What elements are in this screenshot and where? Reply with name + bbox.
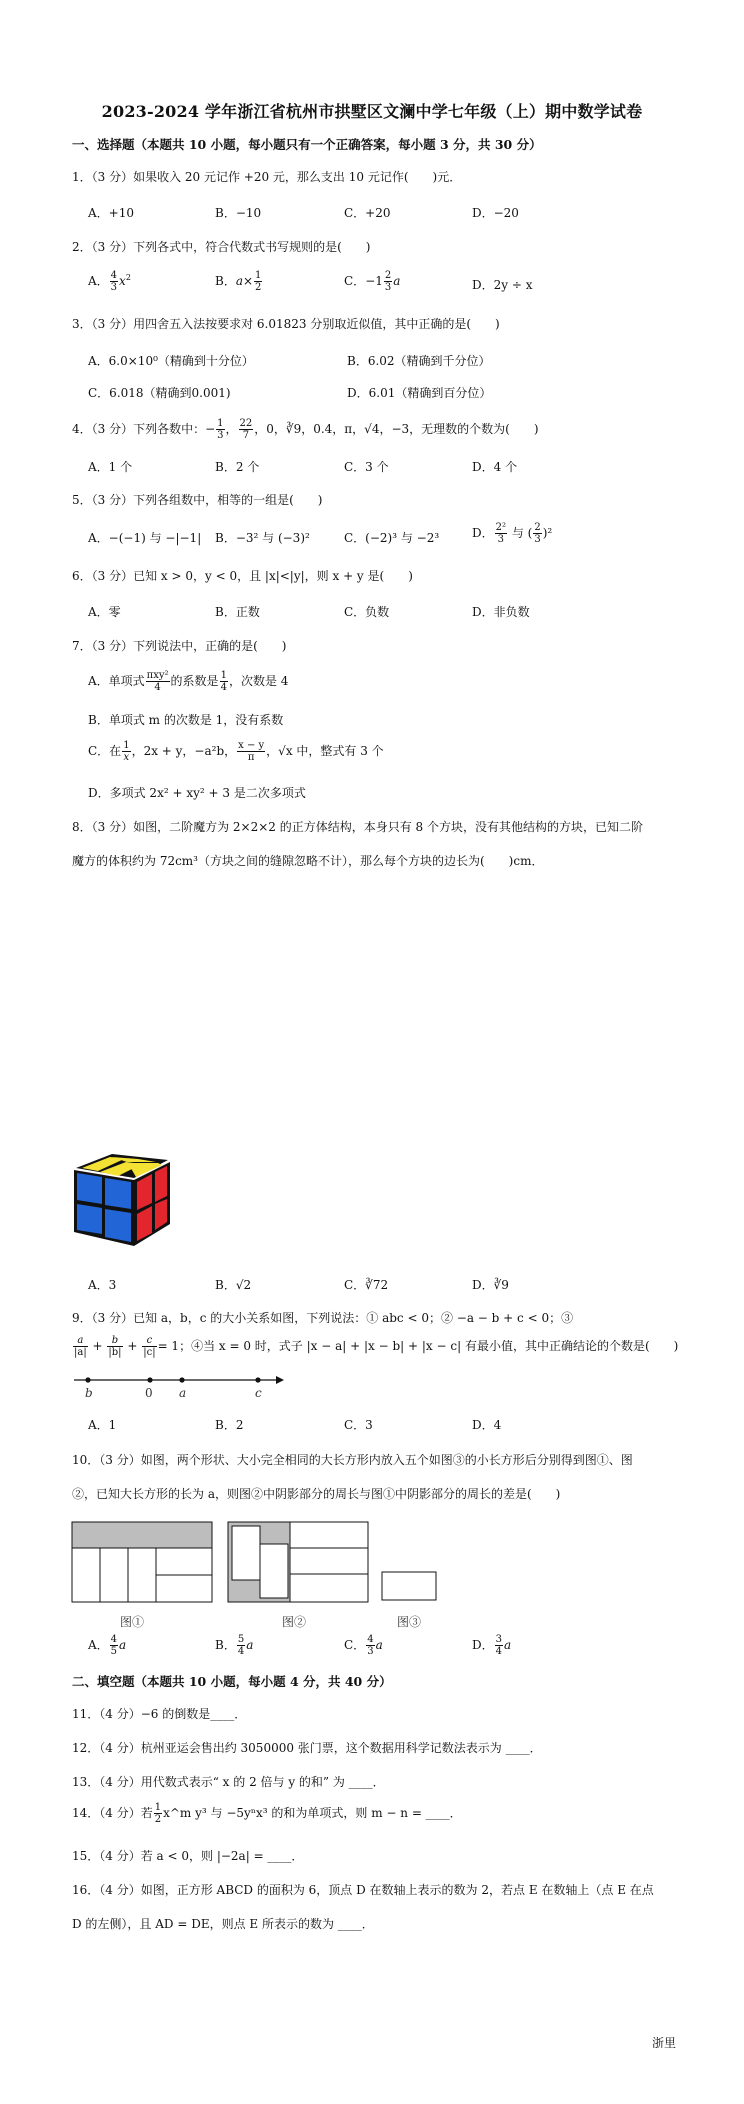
- q4-option-b[interactable]: B．2 个: [215, 460, 260, 474]
- q4-option-a[interactable]: A．1 个: [88, 460, 133, 474]
- section-1-heading: 一、选择题（本题共 10 小题，每小题只有一个正确答案，每小题 3 分，共 30 分）: [72, 137, 542, 152]
- q7-option-a[interactable]: A．单项式 $\frac{\text{πxy²}}{4}$ 的系数是 $\frac{1}{4}$ ，次数是 4: [88, 670, 289, 693]
- page-footer: 浙里: [652, 2036, 677, 2050]
- q8-option-d[interactable]: D．∛9: [472, 1278, 509, 1292]
- q3-option-d[interactable]: D．6.01（精确到百分位）: [347, 386, 492, 400]
- q11-stem: 11．（4 分）−6 的倒数是____．: [72, 1707, 247, 1721]
- q14-stem: 14．（4 分）若 $\frac{1}{2}$ x^m y³ 与 −5yⁿx³ 的和为单项式，则 m − n = ____．: [72, 1802, 462, 1825]
- q13-stem: 13．（4 分）用代数式表示“ x 的 2 倍与 y 的和” 为 ____．: [72, 1775, 385, 1789]
- q3-stem: 3．（3 分）用四舍五入法按要求对 6.01823 分别取近似值，其中正确的是( ): [72, 317, 500, 331]
- q1-option-c[interactable]: C．+20: [344, 206, 391, 220]
- q3-option-a[interactable]: A．6.0×10⁰（精确到十分位）: [88, 354, 254, 368]
- q2-option-a[interactable]: A． $\frac{4}{3}$ $x^2$: [88, 270, 131, 293]
- q12-stem: 12．（4 分）杭州亚运会售出约 3050000 张门票，这个数据用科学记数法表示为 ____．: [72, 1741, 542, 1755]
- q2-stem: 2．（3 分）下列各式中，符合代数式书写规则的是( ): [72, 240, 371, 254]
- q6-option-c[interactable]: C．负数: [344, 605, 390, 619]
- q7-option-c[interactable]: C．在 $\frac{1}{x}$ ，2x + y，−a²b， $\frac{x - y}{\pi}$ ，√x 中，整式有 3 个: [88, 740, 384, 763]
- q1-stem: 1．（3 分）如果收入 20 元记作 +20 元，那么支出 10 元记作( )元．: [72, 170, 462, 184]
- q16-line1: 16．（4 分）如图，正方形 ABCD 的面积为 6，顶点 D 在数轴上表示的数为 2，若点 E 在数轴上（点 E 在点: [72, 1883, 654, 1897]
- q8-option-b[interactable]: B．√2: [215, 1278, 252, 1292]
- q4-option-d[interactable]: D．4 个: [472, 460, 518, 474]
- q10-option-a[interactable]: A． $\frac{4}{5}$ a: [88, 1634, 127, 1657]
- q5-option-b[interactable]: B．−3² 与 (−3)²: [215, 531, 310, 545]
- q2-option-d[interactable]: D．2y ÷ x: [472, 278, 533, 292]
- q10-option-c[interactable]: C． $\frac{4}{3}$ a: [344, 1634, 383, 1657]
- q6-stem: 6．（3 分）已知 x > 0，y < 0，且 |x|<|y|，则 x + y 是( ): [72, 569, 413, 583]
- q5-option-c[interactable]: C．(−2)³ 与 −2³: [344, 531, 440, 545]
- number-line-label-a: a: [179, 1386, 187, 1400]
- q1-option-a[interactable]: A．+10: [88, 206, 134, 220]
- q5-stem: 5．（3 分）下列各组数中，相等的一组是( ): [72, 493, 323, 507]
- figure-2-caption: 图②: [282, 1615, 307, 1629]
- rubiks-cube-figure: [72, 1148, 172, 1250]
- q1-option-b[interactable]: B．−10: [215, 206, 262, 220]
- q10-line2: ②，已知大长方形的长为 a，则图②中阴影部分的周长与图①中阴影部分的周长的差是( ): [72, 1487, 561, 1501]
- q10-option-b[interactable]: B． $\frac{5}{4}$ a: [215, 1634, 254, 1657]
- q7-option-b[interactable]: B．单项式 m 的次数是 1，没有系数: [88, 713, 284, 727]
- q4-stem: 4．（3 分）下列各数中：− $\frac{1}{3}$ ， $\frac{22}{7}$ ，0，∛9，0.4，π，√4，−3，无理数的个数为( ): [72, 418, 539, 441]
- q9-option-d[interactable]: D．4: [472, 1418, 502, 1432]
- q8-option-c[interactable]: C．∛72: [344, 1278, 389, 1292]
- q10-figures: [70, 1520, 450, 1612]
- q9-line2: $\frac{a}{|a|}$ + $\frac{b}{|b|}$ + $\frac{c}{|c|}$ = 1；④当 x = 0 时，式子 |x − a| + |x − b| + |x − c| 有最小值，其中正确结论的个数是( ): [74, 1335, 679, 1358]
- figure-3-caption: 图③: [397, 1615, 422, 1629]
- q6-option-d[interactable]: D．非负数: [472, 605, 530, 619]
- q16-line2: D 的左侧），且 AD = DE，则点 E 所表示的数为 ____．: [72, 1917, 374, 1931]
- number-line-label-c: c: [255, 1386, 262, 1400]
- q6-option-b[interactable]: B．正数: [215, 605, 260, 619]
- q8-line1: 8．（3 分）如图，二阶魔方为 2×2×2 的正方体结构，本身只有 8 个方块，没有其他结构的方块，已知二阶: [72, 820, 643, 834]
- q2-option-b[interactable]: B．a× $\frac{1}{2}$: [215, 270, 262, 293]
- q8-line2: 魔方的体积约为 72cm³（方块之间的缝隙忽略不计），那么每个方块的边长为( )cm．: [72, 854, 544, 868]
- section-2-heading: 二、填空题（本题共 10 小题，每小题 4 分，共 40 分）: [72, 1674, 392, 1689]
- q15-stem: 15．（4 分）若 a < 0，则 |−2a| = ____．: [72, 1849, 304, 1863]
- q9-option-a[interactable]: A．1: [88, 1418, 117, 1432]
- q5-option-a[interactable]: A．−(−1) 与 −|−1|: [88, 531, 202, 545]
- number-line-label-0: 0: [145, 1386, 153, 1400]
- q5-option-d[interactable]: D． $\frac{\text{2²}}{3}$ 与 ( $\frac{2}{3}$ )²: [472, 522, 553, 545]
- q7-stem: 7．（3 分）下列说法中，正确的是( ): [72, 639, 287, 653]
- q8-option-a[interactable]: A．3: [88, 1278, 117, 1292]
- q9-option-c[interactable]: C．3: [344, 1418, 373, 1432]
- exam-title: 2023-2024 学年浙江省杭州市拱墅区文澜中学七年级（上）期中数学试卷: [101, 102, 643, 121]
- q10-option-d[interactable]: D． $\frac{3}{4}$ a: [472, 1634, 512, 1657]
- q1-option-d[interactable]: D．−20: [472, 206, 519, 220]
- q10-line1: 10．（3 分）如图，两个形状、大小完全相同的大长方形内放入五个如图③的小长方形后分别得到图①、图: [72, 1453, 633, 1467]
- q6-option-a[interactable]: A．零: [88, 605, 121, 619]
- q7-option-d[interactable]: D．多项式 2x² + xy² + 3 是二次多项式: [88, 786, 306, 800]
- q3-option-b[interactable]: B．6.02（精确到千分位）: [347, 354, 491, 368]
- number-line-label-b: b: [85, 1386, 93, 1400]
- q2-option-c[interactable]: C．−1 $\frac{2}{3}$ a: [344, 270, 401, 293]
- q4-option-c[interactable]: C．3 个: [344, 460, 389, 474]
- figure-1-caption: 图①: [120, 1615, 145, 1629]
- q3-option-c[interactable]: C．6.018（精确到0.001): [88, 386, 231, 400]
- q9-line1: 9．（3 分）已知 a，b，c 的大小关系如图，下列说法：① abc < 0；② −a − b + c < 0；③: [72, 1311, 574, 1325]
- q9-option-b[interactable]: B．2: [215, 1418, 244, 1432]
